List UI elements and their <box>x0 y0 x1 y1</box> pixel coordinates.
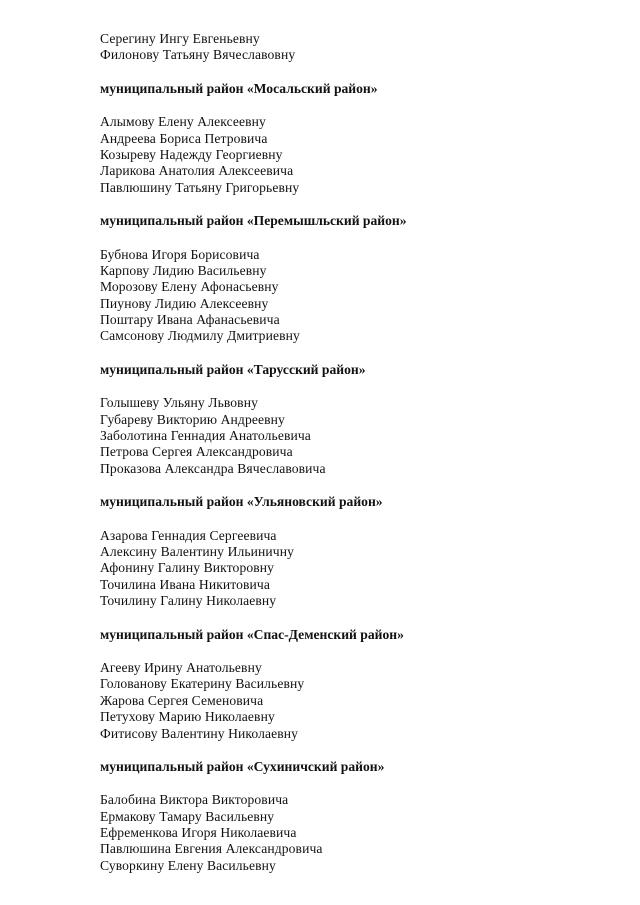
list-item: Филонову Татьяну Вячеславовну <box>100 47 296 63</box>
list-item: Точилина Ивана Никитовича <box>100 576 270 592</box>
section-heading: муниципальный район «Спас-Деменский район» <box>100 626 404 642</box>
list-item: Агееву Ирину Анатольевну <box>100 659 262 675</box>
name-list <box>100 247 620 345</box>
section-heading: муниципальный район «Ульяновский район» <box>100 494 383 510</box>
section-heading: муниципальный район «Перемышльский район» <box>100 213 407 229</box>
list-item: Точилину Галину Николаевну <box>100 593 277 609</box>
list-item: Губареву Викторию Андреевну <box>100 411 285 427</box>
list-item: Козыреву Надежду Георгиевну <box>100 146 283 162</box>
list-item: Павлюшину Татьяну Григорьевну <box>100 179 300 195</box>
name-list <box>100 114 620 196</box>
list-item: Павлюшина Евгения Александровича <box>100 841 323 857</box>
section-mosalsky <box>100 81 620 196</box>
list-item: Петрова Сергея Александровича <box>100 444 293 460</box>
list-item: Жарова Сергея Семеновича <box>100 692 264 708</box>
list-item: Голованову Екатерину Васильевну <box>100 676 305 692</box>
section-tarussky <box>100 362 620 477</box>
list-item: Алексину Валентину Ильиничну <box>100 543 295 559</box>
section-heading: муниципальный район «Сухиничский район» <box>100 758 385 774</box>
list-item: Ларикова Анатолия Алексеевича <box>100 163 294 179</box>
section-heading: муниципальный район «Тарусский район» <box>100 361 366 377</box>
list-item: Афонину Галину Викторовну <box>100 560 275 576</box>
list-item: Самсонову Людмилу Дмитриевну <box>100 328 300 344</box>
list-item: Фитисову Валентину Николаевну <box>100 725 299 741</box>
list-item: Ермакову Тамару Васильевну <box>100 808 275 824</box>
list-item: Балобина Виктора Викторовича <box>100 792 289 808</box>
list-item: Азарова Геннадия Сергеевича <box>100 527 277 543</box>
name-list <box>100 792 620 874</box>
top-name-list <box>100 31 620 64</box>
list-item: Ефременкова Игоря Николаевича <box>100 825 297 841</box>
name-list <box>100 528 620 610</box>
section-heading: муниципальный район «Мосальский район» <box>100 80 378 96</box>
list-item: Алымову Елену Алексеевну <box>100 114 266 130</box>
list-item: Бубнова Игоря Борисовича <box>100 246 260 262</box>
section-peremyshlsky <box>100 213 620 345</box>
list-item: Заболотина Геннадия Анатольевича <box>100 428 311 444</box>
section-ulyanovsky <box>100 494 620 609</box>
document-page <box>100 31 620 874</box>
section-spas-demensky <box>100 627 620 742</box>
list-item: Морозову Елену Афонасьевну <box>100 279 279 295</box>
list-item: Серегину Ингу Евгеньевну <box>100 31 260 46</box>
list-item: Андреева Бориса Петровича <box>100 130 268 146</box>
section-sukhinichsky <box>100 759 620 874</box>
list-item: Поштару Ивана Афанасьевича <box>100 312 280 328</box>
list-item: Карпову Лидию Васильевну <box>100 262 267 278</box>
list-item: Пиунову Лидию Алексеевну <box>100 295 269 311</box>
list-item: Голышеву Ульяну Львовну <box>100 395 258 411</box>
list-item: Суворкину Елену Васильевну <box>100 857 276 873</box>
list-item: Проказова Александра Вячеславовича <box>100 460 326 476</box>
name-list <box>100 395 620 477</box>
list-item: Петухову Марию Николаевну <box>100 709 275 725</box>
name-list <box>100 660 620 742</box>
